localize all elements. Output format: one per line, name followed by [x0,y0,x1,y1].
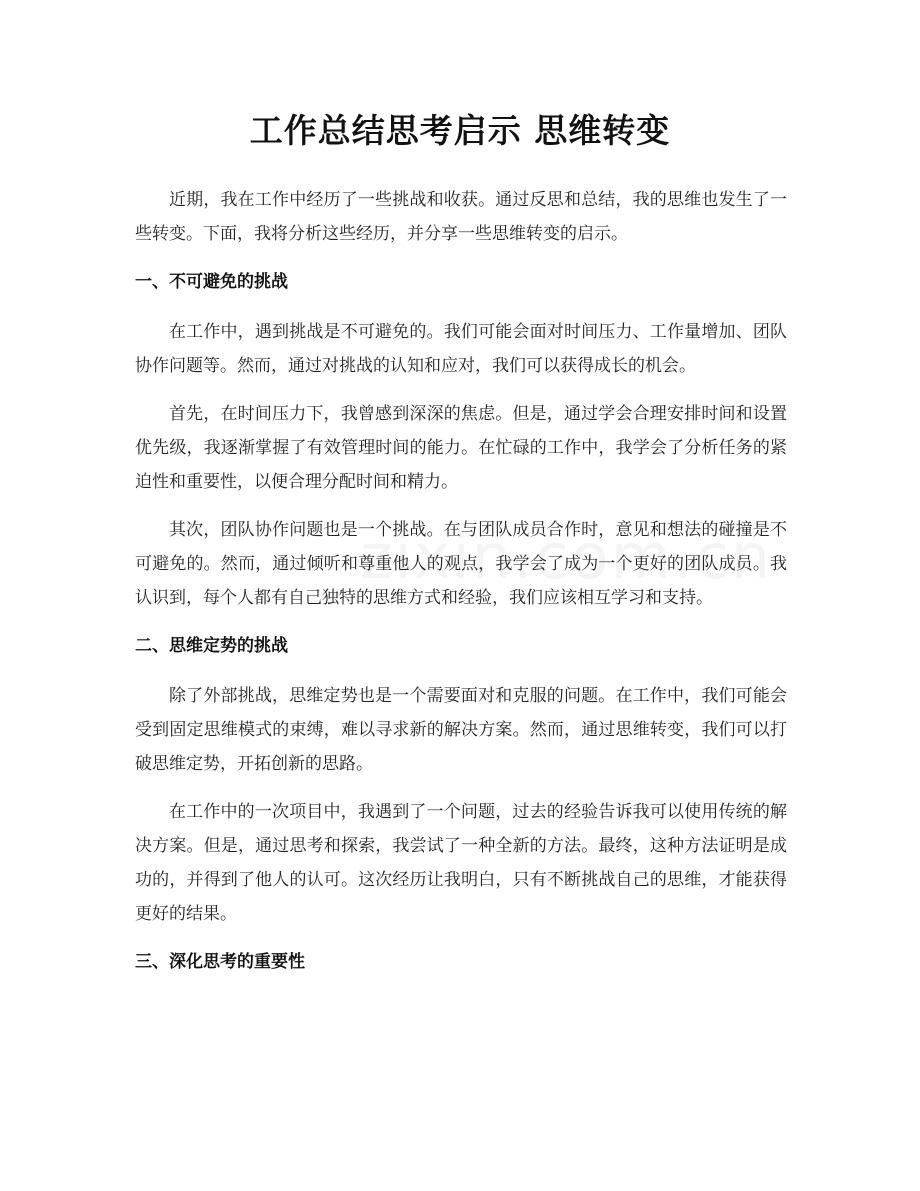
document-body [135,183,787,995]
section-2-paragraph-1: 除了外部挑战，思维定势也是一个需要面对和克服的问题。在工作中，我们可能会受到固定思维模式的束缚，难以寻求新的解决方案。然而，通过思维转变，我们可以打破思维定势，开拓创新的思路。 [135,686,787,774]
section-heading-1: 一、不可避免的挑战 [135,272,288,292]
page-title: 工作总结思考启示 思维转变 [249,111,671,150]
section-1-paragraph-2: 首先，在时间压力下，我曾感到深深的焦虑。但是，通过学会合理安排时间和设置优先级，我逐渐掌握了有效管理时间的能力。在忙碌的工作中，我学会了分析任务的紧迫性和重要性，以便合理分配时间和精力。 [135,404,787,492]
intro-paragraph: 近期，我在工作中经历了一些挑战和收获。通过反思和总结，我的思维也发生了一些转变。下面，我将分析这些经历，并分享一些思维转变的启示。 [135,190,787,244]
section-2-paragraph-2: 在工作中的一次项目中，我遇到了一个问题，过去的经验告诉我可以使用传统的解决方案。但是，通过思考和探索，我尝试了一种全新的方法。最终，这种方法证明是成功的，并得到了他人的认可。这次经历让我明白，只有不断挑战自己的思维，才能获得更好的结果。 [135,802,787,924]
section-heading-2: 二、思维定势的挑战 [135,636,288,656]
section-1-paragraph-1: 在工作中，遇到挑战是不可避免的。我们可能会面对时间压力、工作量增加、团队协作问题等。然而，通过对挑战的认知和应对，我们可以获得成长的机会。 [135,322,787,376]
section-heading-3: 三、深化思考的重要性 [135,952,305,972]
section-1-paragraph-3: 其次，团队协作问题也是一个挑战。在与团队成员合作时，意见和想法的碰撞是不可避免的。然而，通过倾听和尊重他人的观点，我学会了成为一个更好的团队成员。我认识到，每个人都有自己独特的思维方式和经验，我们应该相互学习和支持。 [135,520,787,608]
